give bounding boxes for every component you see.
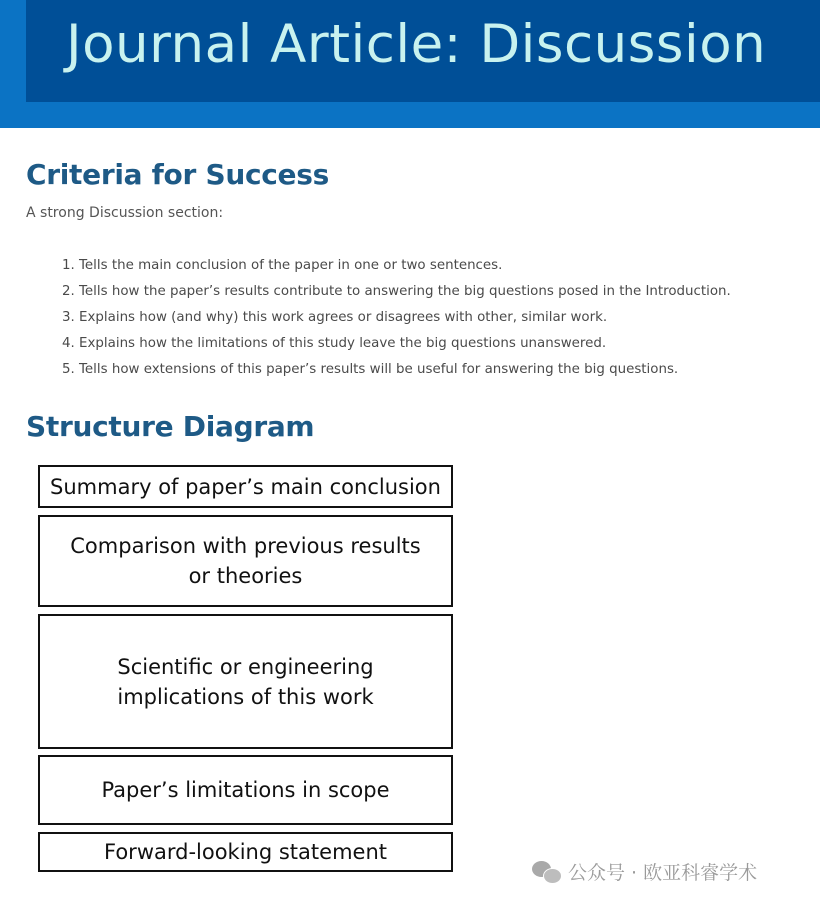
diagram-box-comparison <box>38 515 453 607</box>
structure-heading: Structure Diagram <box>26 410 315 443</box>
diagram-box-label: Comparison with previous results or theories <box>70 534 421 588</box>
criteria-heading: Criteria for Success <box>26 158 329 191</box>
diagram-box-label: Scientific or engineering implications of this work <box>117 654 374 709</box>
diagram-box-implications <box>38 614 453 749</box>
criteria-list <box>62 256 731 386</box>
watermark <box>532 858 757 885</box>
diagram-box-main-conclusion <box>38 465 453 508</box>
criteria-intro: A strong Discussion section: <box>26 205 224 221</box>
diagram-box-label: Forward-looking statement <box>104 840 387 864</box>
diagram-box-forward-looking <box>38 832 453 872</box>
criteria-item: 2. Tells how the paper’s results contribute to answering the big questions posed in the Introduction. <box>62 284 731 299</box>
diagram-box-limitations <box>38 755 453 825</box>
header-banner <box>26 0 820 102</box>
watermark-text: 公众号 · 欧亚科睿学术 <box>568 862 758 884</box>
criteria-item: 1. Tells the main conclusion of the paper in one or two sentences. <box>62 258 503 273</box>
page-title: Journal Article: Discussion <box>66 14 767 75</box>
page-header <box>0 0 820 128</box>
criteria-item: 5. Tells how extensions of this paper’s results will be useful for answering the big questions. <box>62 362 679 377</box>
wechat-icon <box>532 859 562 885</box>
criteria-item: 3. Explains how (and why) this work agrees or disagrees with other, similar work. <box>62 310 608 325</box>
diagram-box-label: Summary of paper’s main conclusion <box>50 474 441 499</box>
diagram-box-label: Paper’s limitations in scope <box>101 778 390 802</box>
criteria-item: 4. Explains how the limitations of this study leave the big questions unanswered. <box>62 336 607 351</box>
